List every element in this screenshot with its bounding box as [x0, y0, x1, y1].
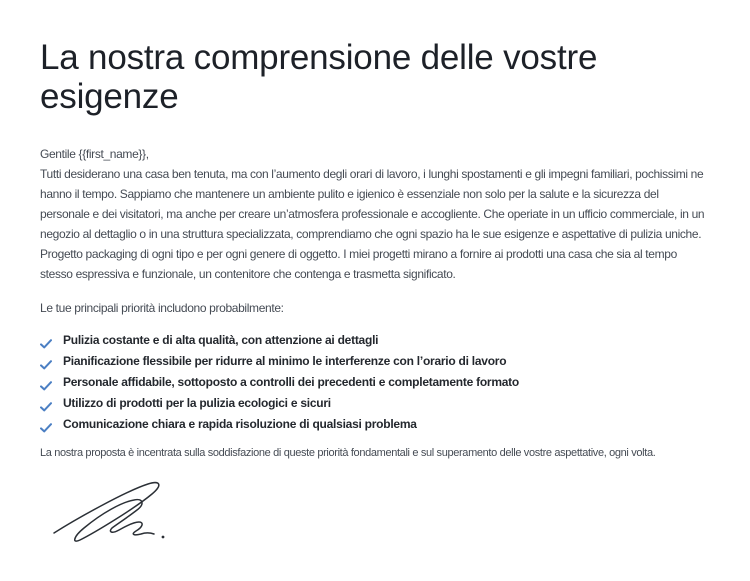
greeting-line: Gentile {{first_name}}, [40, 147, 149, 161]
paragraph: Tutti desiderano una casa ben tenuta, ma con l’aumento degli orari di lavoro, i lunghi spostamenti e gli impegni familiari, pochissimi ne hanno il tempo. Sappiamo che mantenere un ambiente pulito e igienico è essenziale non solo per la salute e la sicurezza del personale e dei visitatori, ma anche per creare un’atmosfera professionale e accogliente. Che operiate in un ufficio commerciale, in un negozio al dettaglio o in una struttura specializzata, comprendiamo che ogni spazio ha le sue esigenze e aspettative di pulizia uniche. [40, 167, 705, 241]
priority-text: Pulizia costante e di alta qualità, con attenzione ai dettagli [63, 333, 379, 347]
paragraph: Progetto packaging di ogni tipo e per ogni genere di oggetto. I miei progetti mirano a fornire ai prodotti una casa che sia al tempo stesso espressiva e funzionale, un contenitore che contenga e trasmetta significato. [40, 247, 677, 281]
priority-text: Utilizzo di prodotti per la pulizia ecologici e sicuri [63, 396, 331, 410]
priorities-intro: Le tue principali priorità includono probabilmente: [40, 301, 284, 315]
check-icon [40, 377, 52, 387]
priority-text: Pianificazione flessibile per ridurre al minimo le interferenze con l’orario di lavoro [63, 354, 507, 368]
signature-icon [46, 477, 176, 543]
priority-item [40, 372, 710, 393]
check-icon [40, 419, 52, 429]
priority-item [40, 414, 710, 435]
priority-text: Personale affidabile, sottoposto a controlli dei precedenti e completamente formato [63, 375, 520, 389]
check-icon [40, 335, 52, 345]
priority-text: Comunicazione chiara e rapida risoluzione di qualsiasi problema [63, 417, 417, 431]
priorities-list [40, 330, 710, 435]
check-icon [40, 356, 52, 366]
page-title: La nostra comprensione delle vostre esigenze [40, 38, 598, 116]
priority-item [40, 351, 710, 372]
priority-item [40, 330, 710, 351]
letter-body [40, 144, 710, 284]
closing-line: La nostra proposta è incentrata sulla soddisfazione di queste priorità fondamentali e sul superamento delle vostre aspettative, ogni volta. [40, 447, 656, 459]
priority-item [40, 393, 710, 414]
check-icon [40, 398, 52, 408]
